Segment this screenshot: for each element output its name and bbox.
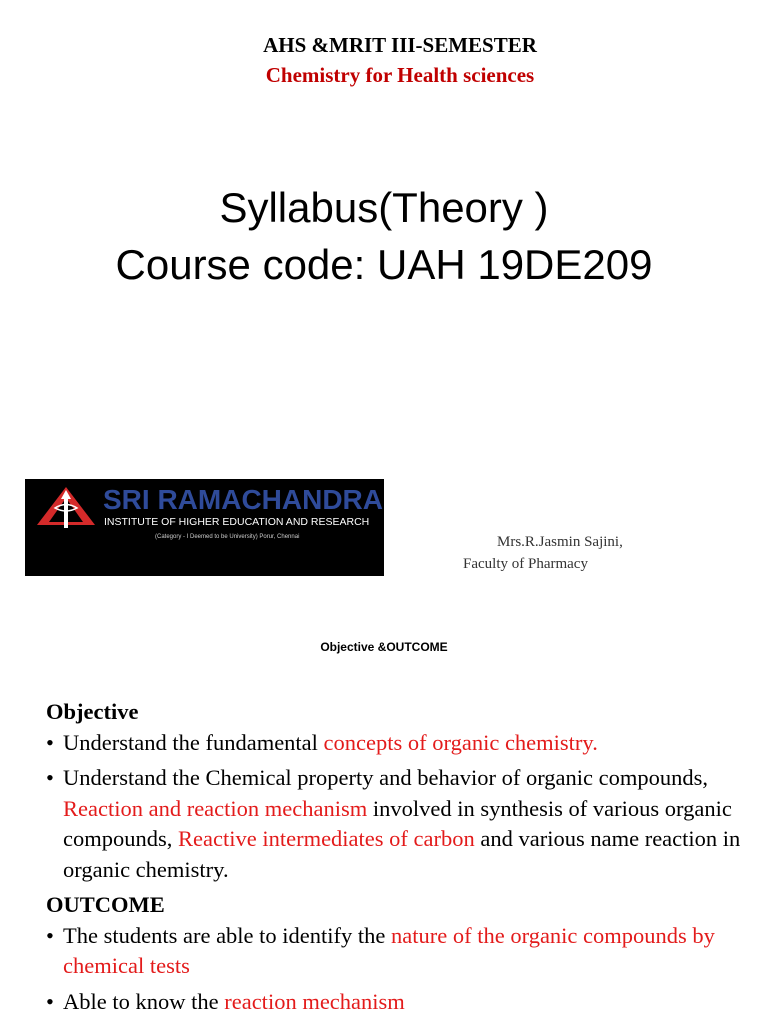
institution-logo xyxy=(25,479,384,576)
highlighted-text: Reactive intermediates of carbon xyxy=(178,826,475,851)
logo-tagline: (Category - I Deemed to be University) Porur, Chennai xyxy=(155,534,300,540)
objectives-outcomes-content xyxy=(46,697,746,1022)
list-item-text: and various name reaction in organic chemistry. xyxy=(63,826,741,882)
list-item-text: involved in synthesis of various organic compounds, xyxy=(63,795,732,851)
highlighted-text: nature of the organic compounds by chemical tests xyxy=(63,922,715,978)
list-item xyxy=(46,763,746,885)
list-item xyxy=(46,921,746,982)
author-name: Mrs.R.Jasmin Sajini, xyxy=(497,534,623,550)
bullet-icon: • xyxy=(46,922,54,948)
author-block xyxy=(463,531,693,575)
section-heading: Objective &OUTCOME xyxy=(320,640,448,654)
logo-subtitle: INSTITUTE OF HIGHER EDUCATION AND RESEARCH xyxy=(104,516,370,528)
highlighted-text: concepts of organic chemistry. xyxy=(323,729,598,755)
bullet-icon: • xyxy=(46,988,54,1014)
header-course-name: Chemistry for Health sciences xyxy=(265,63,535,87)
outcome-list xyxy=(46,921,746,1018)
list-item-text: The students are able to identify the xyxy=(63,922,392,948)
emblem-icon xyxy=(37,487,95,528)
header-semester: AHS &MRIT III-SEMESTER xyxy=(263,33,537,57)
highlighted-text: reaction mechanism xyxy=(224,988,405,1014)
objective-list xyxy=(46,728,746,886)
bullet-icon: • xyxy=(46,729,54,755)
page-title: Syllabus(Theory ) xyxy=(219,184,549,231)
logo-graphic xyxy=(25,479,384,576)
bullet-icon: • xyxy=(46,765,54,790)
logo-name: SRI RAMACHANDRA xyxy=(103,484,383,515)
list-item xyxy=(46,728,746,759)
highlighted-text: Reaction and reaction mechanism xyxy=(63,795,368,821)
list-item xyxy=(46,987,746,1018)
outcome-heading: OUTCOME xyxy=(46,892,165,917)
objective-heading: Objective xyxy=(46,699,139,724)
course-code: Course code: UAH 19DE209 xyxy=(115,241,653,288)
author-department: Faculty of Pharmacy xyxy=(463,556,588,572)
list-item-text: Able to know the xyxy=(63,988,225,1014)
list-item-text: Understand the fundamental xyxy=(63,729,324,755)
list-item-text: Understand the Chemical property and behavior of organic compounds, xyxy=(63,765,709,790)
